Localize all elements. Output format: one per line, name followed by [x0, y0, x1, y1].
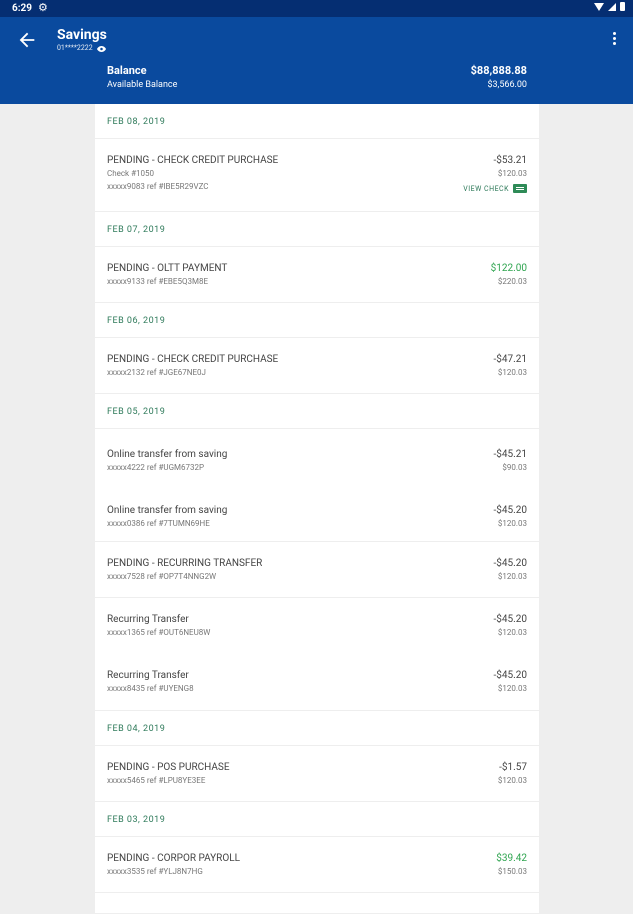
transaction-amount: $39.42: [496, 853, 527, 864]
transaction-reference: xxxxx0386 ref #7TUMN69HE: [107, 519, 210, 528]
back-arrow-icon[interactable]: [16, 29, 38, 51]
transaction-balance: $120.03: [497, 572, 527, 581]
transaction-balance: $120.03: [497, 628, 527, 637]
available-balance-label: Available Balance: [107, 80, 178, 90]
transaction-row[interactable]: [95, 139, 539, 211]
transaction-description: PENDING - OLTT PAYMENT: [107, 263, 228, 274]
transaction-group: [95, 429, 539, 541]
transaction-reference: xxxxx5465 ref #LPU8YE3EE: [107, 776, 206, 785]
transaction-description: PENDING - POS PURCHASE: [107, 762, 230, 773]
transaction-balance: $120.03: [497, 368, 527, 377]
transaction-list: [95, 104, 539, 914]
transaction-description: PENDING - CORPOR PAYROLL: [107, 853, 240, 864]
transaction-row[interactable]: [95, 542, 539, 597]
transaction-row[interactable]: [95, 837, 539, 892]
transaction-amount: -$45.20: [493, 558, 527, 569]
transaction-row[interactable]: [95, 338, 539, 393]
transaction-amount: -$1.57: [499, 762, 527, 773]
transaction-balance: $120.03: [497, 776, 527, 785]
date-header: FEB 04, 2019: [95, 711, 539, 745]
transaction-row[interactable]: [95, 654, 539, 710]
view-check-label: VIEW CHECK: [463, 184, 509, 193]
account-row: [57, 44, 107, 53]
transaction-group: [95, 247, 539, 302]
status-icons: [594, 2, 625, 11]
transaction-amount: -$45.20: [493, 614, 527, 625]
transaction-amount: -$53.21: [493, 155, 527, 166]
signal-icon: [608, 3, 616, 11]
transaction-reference: xxxxx3535 ref #YLJ8N7HG: [107, 867, 203, 876]
transaction-row[interactable]: [95, 429, 539, 485]
transaction-group: [95, 598, 539, 710]
transaction-reference: xxxxx8435 ref #UYENG8: [107, 684, 194, 693]
transaction-description: Recurring Transfer: [107, 614, 189, 625]
transaction-amount: -$45.20: [493, 670, 527, 681]
transaction-amount: $122.00: [490, 263, 527, 274]
transaction-balance: $120.03: [497, 684, 527, 693]
balance-label: Balance: [107, 64, 147, 77]
transaction-description: PENDING - CHECK CREDIT PURCHASE: [107, 354, 279, 365]
transaction-check-number: Check #1050: [107, 169, 154, 178]
eye-icon[interactable]: [97, 46, 106, 52]
transaction-row[interactable]: [95, 598, 539, 654]
transaction-row[interactable]: [95, 746, 539, 801]
transaction-row[interactable]: [95, 485, 539, 541]
transaction-reference: xxxxx2132 ref #JGE67NE0J: [107, 368, 206, 377]
settings-gear-icon: ⚙: [38, 1, 48, 14]
app-bar: [0, 17, 633, 104]
transaction-description: PENDING - CHECK CREDIT PURCHASE: [107, 155, 279, 166]
transaction-reference: xxxxx1365 ref #OUT6NEU8W: [107, 628, 211, 637]
transaction-balance: $120.03: [497, 519, 527, 528]
view-check-link[interactable]: [463, 184, 527, 193]
transaction-reference: xxxxx9083 ref #IBE5R29VZC: [107, 182, 209, 191]
transaction-group: [95, 338, 539, 393]
more-menu-icon[interactable]: [613, 32, 617, 48]
transaction-amount: -$45.20: [493, 505, 527, 516]
balance-value: $88,888.88: [470, 64, 527, 77]
transaction-balance: $120.03: [497, 169, 527, 178]
transaction-balance: $150.03: [497, 867, 527, 876]
transaction-reference: xxxxx7528 ref #OP7T4NNG2W: [107, 572, 217, 581]
transaction-group: [95, 746, 539, 801]
check-image-icon: [513, 184, 527, 193]
wifi-icon: [594, 3, 604, 11]
title-block: [57, 27, 107, 53]
transaction-balance: $220.03: [497, 277, 527, 286]
battery-icon: [620, 2, 625, 11]
transaction-balance: $90.03: [502, 463, 527, 472]
transaction-row[interactable]: [95, 247, 539, 302]
account-number: 01****2222: [57, 44, 93, 52]
page-title: Savings: [57, 27, 107, 43]
date-header: FEB 03, 2019: [95, 802, 539, 836]
transaction-description: Online transfer from saving: [107, 449, 228, 460]
date-header: FEB 06, 2019: [95, 303, 539, 337]
transaction-amount: -$45.21: [493, 449, 527, 460]
transaction-description: PENDING - RECURRING TRANSFER: [107, 558, 263, 569]
transaction-description: Recurring Transfer: [107, 670, 189, 681]
transaction-group: [95, 893, 539, 913]
available-balance-value: $3,566.00: [487, 80, 527, 90]
transaction-group: [95, 837, 539, 892]
transaction-group: [95, 542, 539, 597]
transaction-reference: xxxxx4222 ref #UGM6732P: [107, 463, 205, 472]
date-header: FEB 08, 2019: [95, 104, 539, 138]
transaction-reference: xxxxx9133 ref #EBE5Q3M8E: [107, 277, 208, 286]
status-time: 6:29: [12, 3, 33, 14]
status-bar: [0, 0, 633, 17]
transaction-amount: -$47.21: [493, 354, 527, 365]
transaction-description: Online transfer from saving: [107, 505, 228, 516]
transaction-group: [95, 139, 539, 211]
date-header: FEB 07, 2019: [95, 212, 539, 246]
date-header: FEB 05, 2019: [95, 394, 539, 428]
